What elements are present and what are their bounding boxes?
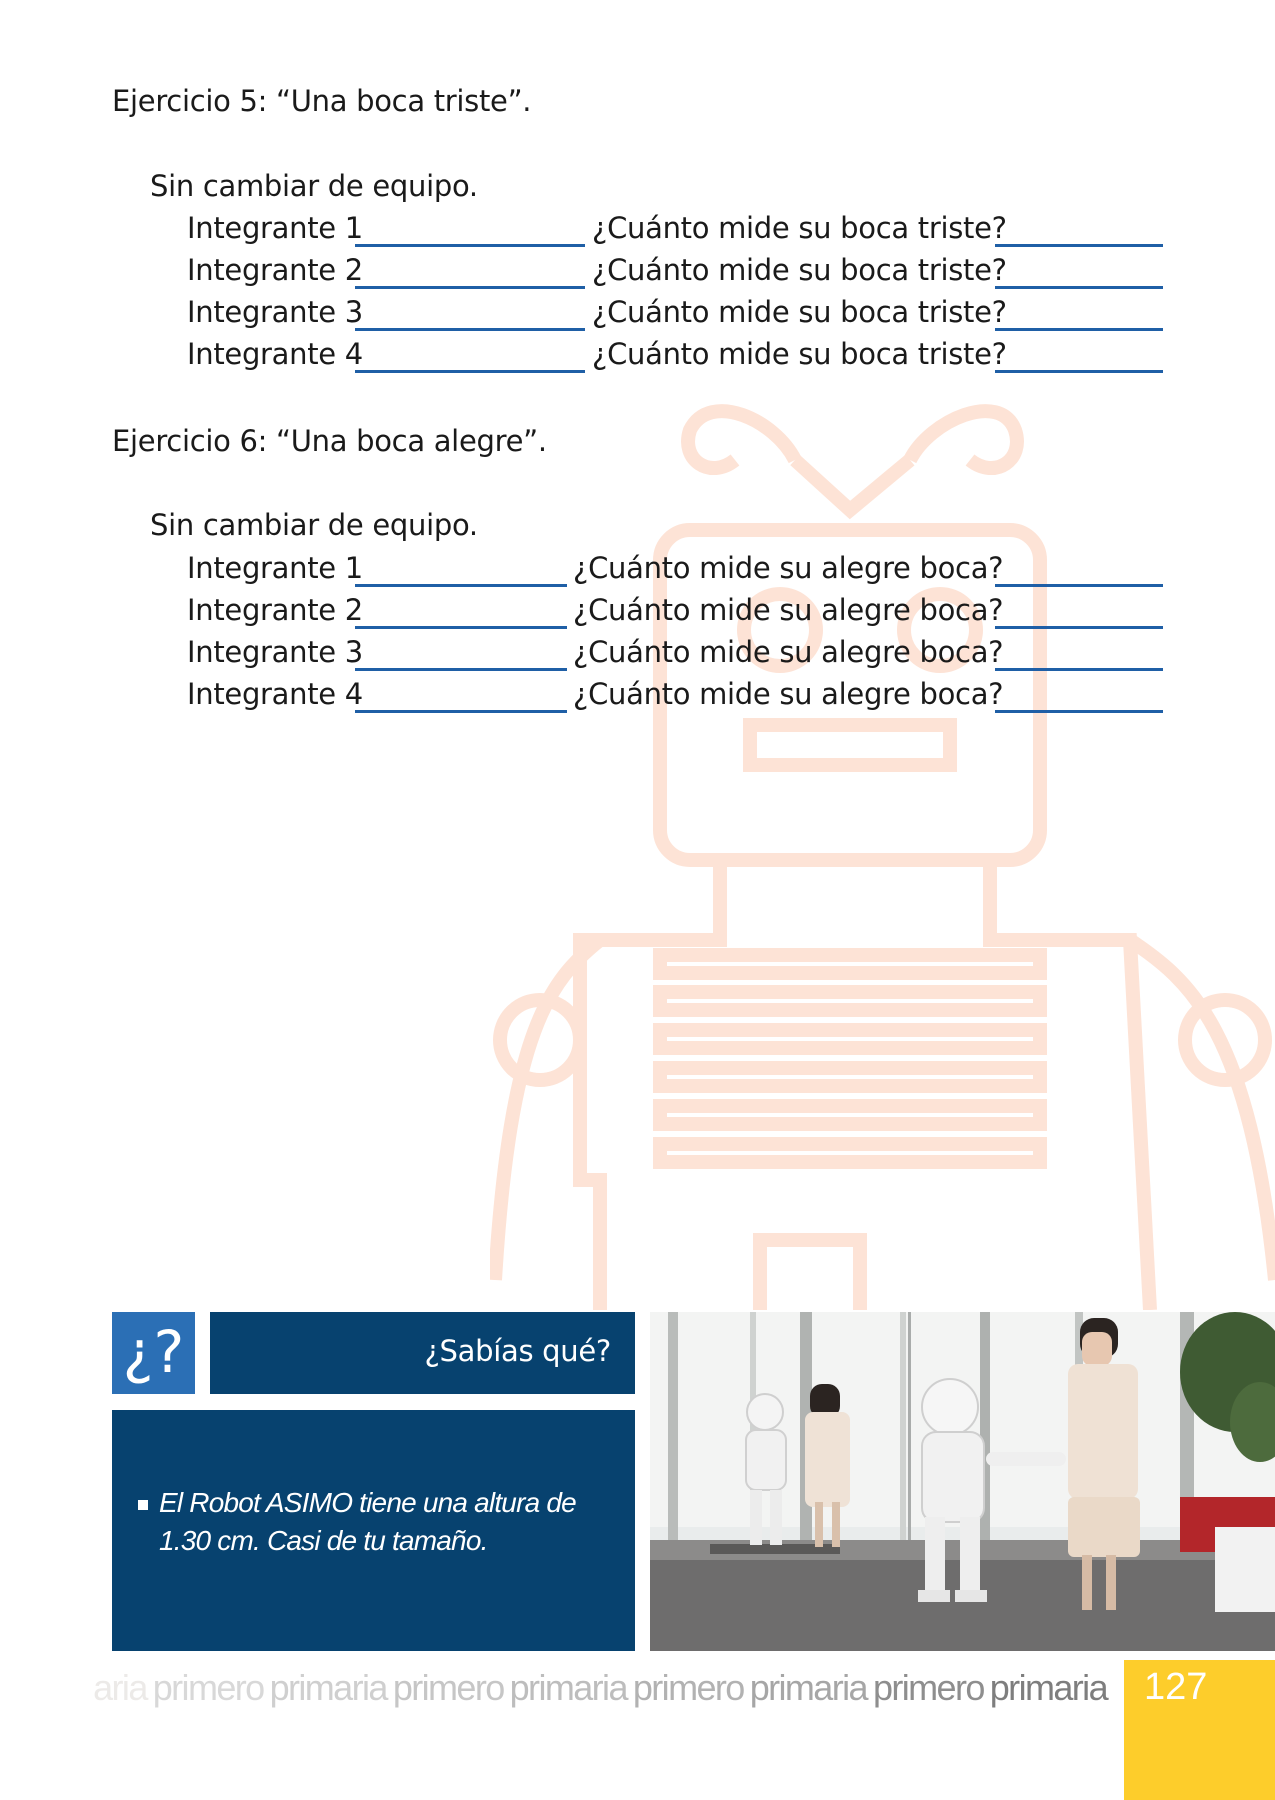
footer-word: primero [392,1667,504,1708]
exercise-6-title: Ejercicio 6: “Una boca alegre”. [112,424,547,458]
question-text: ¿Cuánto mide su alegre boca? [573,635,1004,669]
footer-word: primero [872,1667,984,1708]
answer-field[interactable] [995,668,1163,671]
footer-word: primaria [749,1667,867,1708]
answer-field[interactable] [995,584,1163,587]
footer-word: primero [632,1667,744,1708]
exercise-6-subtitle: Sin cambiar de equipo. [150,508,478,542]
exercise-5-subtitle: Sin cambiar de equipo. [150,169,478,203]
member-name-field[interactable] [355,584,567,587]
footer-word: primaria [989,1667,1107,1708]
answer-field[interactable] [995,286,1163,289]
question-text: ¿Cuánto mide su alegre boca? [573,677,1004,711]
answer-field[interactable] [995,626,1163,629]
footer-word: primaria [509,1667,627,1708]
answer-field[interactable] [995,370,1163,373]
answer-field[interactable] [995,710,1163,713]
answer-field[interactable] [995,328,1163,331]
member-name-field[interactable] [355,286,585,289]
question-text: ¿Cuánto mide su boca triste? [592,253,1007,287]
robot-watermark [490,380,1275,1310]
member-label: Integrante 3 [187,295,363,329]
member-label: Integrante 1 [187,551,363,585]
member-name-field[interactable] [355,710,567,713]
footer-word: aria [93,1667,147,1708]
tip-header [210,1312,635,1394]
asimo-photo [650,1312,1275,1651]
question-text: ¿Cuánto mide su boca triste? [592,337,1007,371]
member-label: Integrante 2 [187,593,363,627]
tip-text: El Robot ASIMO tiene una altura de 1.30 cm. Casi de tu tamaño. [159,1487,576,1556]
member-name-field[interactable] [355,626,567,629]
member-label: Integrante 3 [187,635,363,669]
footer-text [93,1667,1113,1709]
tip-title: ¿Sabías qué? [424,1334,611,1368]
member-label: Integrante 4 [187,677,363,711]
member-name-field[interactable] [355,328,585,331]
answer-field[interactable] [995,244,1163,247]
footer-series-strip [0,1665,1115,1720]
tip-body [112,1410,635,1651]
member-label: Integrante 1 [187,211,363,245]
question-marks-icon: ¿? [112,1312,195,1394]
question-text: ¿Cuánto mide su boca triste? [592,211,1007,245]
page-number-box [1124,1660,1275,1800]
page-number: 127 [1144,1666,1208,1708]
footer-word: primaria [269,1667,387,1708]
member-name-field[interactable] [355,370,585,373]
square-bullet-icon [138,1500,148,1510]
member-label: Integrante 2 [187,253,363,287]
question-text: ¿Cuánto mide su alegre boca? [573,551,1004,585]
member-name-field[interactable] [355,668,567,671]
exercise-5-title: Ejercicio 5: “Una boca triste”. [112,84,532,118]
member-name-field[interactable] [355,244,585,247]
question-text: ¿Cuánto mide su boca triste? [592,295,1007,329]
footer-word: primero [152,1667,264,1708]
question-text: ¿Cuánto mide su alegre boca? [573,593,1004,627]
member-label: Integrante 4 [187,337,363,371]
